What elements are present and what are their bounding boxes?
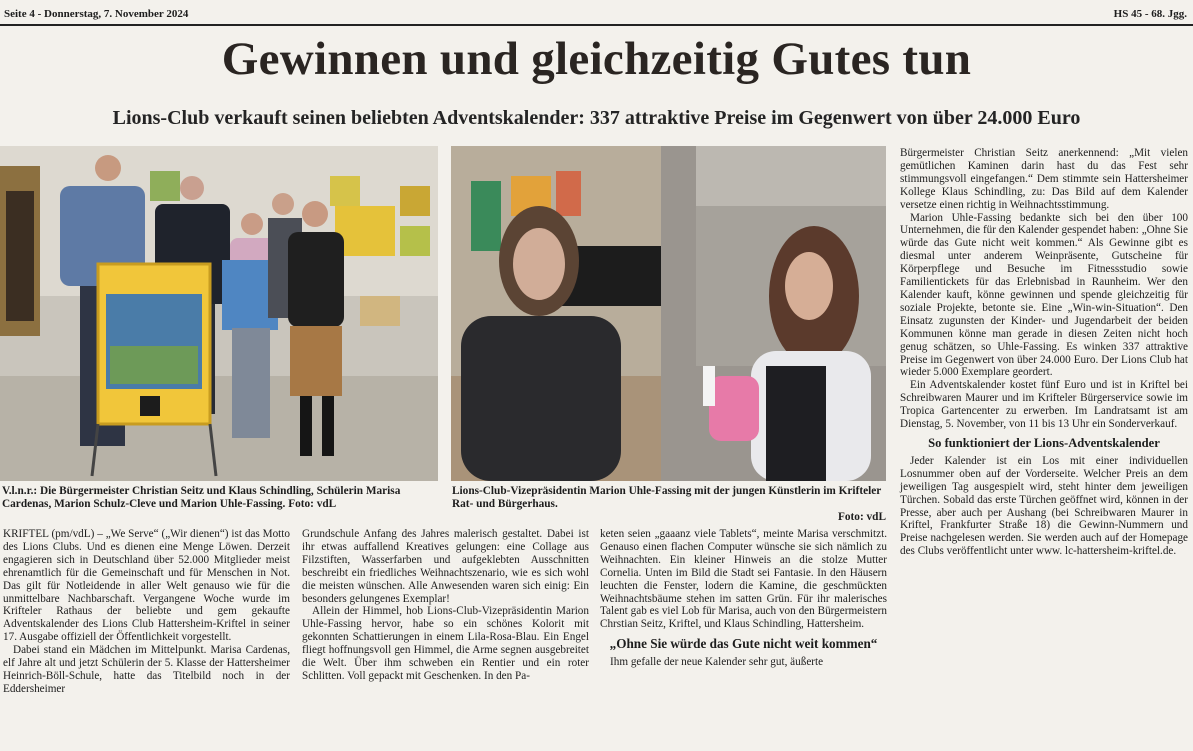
page-date-label: Seite 4 - Donnerstag, 7. November 2024 xyxy=(4,8,189,20)
paragraph: Allein der Himmel, hob Lions-Club-Vizepräsidentin Marion Uhle-Fassing hervor, habe so ein schönes Kolorit mit gekonnten Schattierungen in einem Lila-Rosa-Blau. Ein Engel fliegt hoffnungsvoll gen Himmel, die Arme segnen ausgebreitet die Welt. Über ihm schweben ein Rentier und ein roter Schlitten. Voll gepackt mit Geschenken. In den Pa- xyxy=(302,605,589,682)
section-subhead: „Ohne Sie würde das Gute nicht weit kommen“ xyxy=(609,636,878,652)
article-column-2 xyxy=(302,528,589,683)
article-headline: Gewinnen und gleichzeitig Gutes tun xyxy=(221,33,972,85)
paragraph: Ihm gefalle der neue Kalender sehr gut, äußerte xyxy=(610,655,824,668)
group-photo-image xyxy=(0,146,438,481)
uhle-fassing-photo xyxy=(451,146,886,481)
paragraph: KRIFTEL (pm/vdL) – „We Serve“ („Wir dienen“) ist das Motto des Lions Clubs. Und es dienen eine Menge Löwen. Derzeit engagieren sich in Deutschland über 52.000 Mitglieder meist ehrenamtlich für die Gemeinschaft und für Menschen in Not. Das gilt für Notleidende in aller Welt genauso wie für die unmittelbare Nachbarschaft. Vergangene Woche wurde im Krifteler Rathaus der beliebte und gem gekaufte Adventskalender des Lions Club Hattersheim-Kriftel in seiner 17. Ausgabe offiziell der Öffentlichkeit vorgestellt. xyxy=(3,528,290,644)
page-header xyxy=(0,0,1193,26)
paragraph: Grundschule Anfang des Jahres malerisch gestaltet. Dabei ist ihr etwas auffallend Kreatives gelungen: eine Collage aus Filzstiften, Wasserfarben und aufgeklebten Ausschnitten beschreibt ein friedliches Weihnachtszenario, wie es sich wohl die meisten wünschen. Alle Anwesenden waren sich einig: Ein besonders gelungenes Exemplar! xyxy=(302,528,589,605)
paragraph: Bürgermeister Christian Seitz anerkennend: „Mit vielen gemütlichen Kaminen darin hast du das Fest sehr stimmungsvoll eingefangen.“ Dem stimmte sein Hattersheimer Kollege Klaus Schindling, zu: Das Bild auf dem Kalender versetze einen richtig in Weihnachtsstimmung. xyxy=(900,147,1188,211)
paragraph: Dabei stand ein Mädchen im Mittelpunkt. Marisa Cardenas, elf Jahre alt und jetzt Schülerin der 5. Klasse der Hattersheimer Heinrich-Böll-Schule, hatte das Titelbild noch in der Eddersheimer xyxy=(3,644,290,695)
section-subhead: So funktioniert der Lions-Adventskalender xyxy=(928,435,1160,450)
article-column-1 xyxy=(3,528,290,696)
paragraph: Jeder Kalender ist ein Los mit einer individuellen Losnummer oben auf der Vorderseite. Welcher Preis an dem jeweiligen Tag ausgespielt wird, steht hinter dem jeweiligen Türchen. Sobald das erste Türchen geöffnet wird, können in der Presse, aber auch per Aushang (bei Schreibwaren Maurer in Kriftel, Frankfurter Straße 18) die Gewinn-Nummern und Preise nachgelesen werden. Sie werden auch auf der Homepage des Clubs veröffentlicht unter www. lc-hattersheim-kriftel.de. xyxy=(900,454,1188,558)
article-column-3 xyxy=(600,528,887,669)
article-subheadline: Lions-Club verkauft seinen beliebten Adventskalender: 337 attraktive Preise im Gegenwert von über 24.000 Euro xyxy=(112,107,1081,129)
paragraph: Ein Adventskalender kostet fünf Euro und ist in Kriftel bei Schreibwaren Maurer und im Krifteler Bürgerservice sowie im Tropica Gartencenter zu erwerben. Im Landratsamt ist am Dienstag, 5. November, von 11 bis 13 Uhr ein Sonderverkauf. xyxy=(900,379,1188,431)
paragraph: keten seien „gaaanz viele Tablets“, meinte Marisa verschmitzt. Genauso einen flachen Computer wünsche sie sich nämlich zu Weihnachten. Ein kleiner Hinweis an die stolze Mutter Cornelia. Unten im Bild die Stadt sei Fantasie. In den Häusern leuchten die Fenster, lodern die Kamine, die geschmückten Weihnachtsbäume stehen im satten Grün. Für ihr malerisches Talent gab es viel Lob für Marisa, auch von den Bürgermeistern Chrstian Seitz, Kriftel, und Klaus Schindling, Hattersheim. xyxy=(600,528,887,631)
edition-label: HS 45 - 68. Jgg. xyxy=(1113,8,1187,20)
header-rule xyxy=(0,24,1193,26)
paragraph: Marion Uhle-Fassing bedankte sich bei den über 100 Unternehmen, die für den Kalender gespendet haben: „Ohne Sie würde das Gute nicht weit kommen.“ Als Gewinne gibt es diesmal unter anderem Weinpräsente, Gutscheine für Körperpflege und Besuche im Fitnessstudio sowie Familientickets für das Erlebnisbad in Raunheim. Wer den Kalender kauft, könne gewinnen und spende gleichzeitig für soziale Projekte, betonte sie. Eine „Win-win-Situation“. Den Einsatz zugunsten der Kinder- und Jugendarbeit der beiden Kommunen könne man gerade in diesen Zeiten nicht hoch genug schätzen, so Uhle-Fassing. Es winken 337 attraktive Preise im Gegenwert von über 24.000 Euro. Der Lions Club hat wieder 5.000 Exemplare geordert. xyxy=(900,211,1188,379)
photo2-caption-credit: Foto: vdL xyxy=(837,511,886,523)
group-photo-caption: V.l.n.r.: Die Bürgermeister Christian Seitz und Klaus Schindling, Schülerin Marisa Cardenas, Marion Schulz-Cleve und Marion Uhle-Fassing. Foto: vdL xyxy=(2,485,401,510)
uhle-fassing-photo-caption xyxy=(452,485,886,524)
uhle-fassing-photo-image xyxy=(451,146,886,481)
group-photo xyxy=(0,146,438,481)
article-column-4 xyxy=(900,147,1188,558)
photo2-caption-text: Lions-Club-Vizepräsidentin Marion Uhle-Fassing mit der jungen Künstlerin im Krifteler Rat- und Bürgerhaus. xyxy=(452,485,882,510)
